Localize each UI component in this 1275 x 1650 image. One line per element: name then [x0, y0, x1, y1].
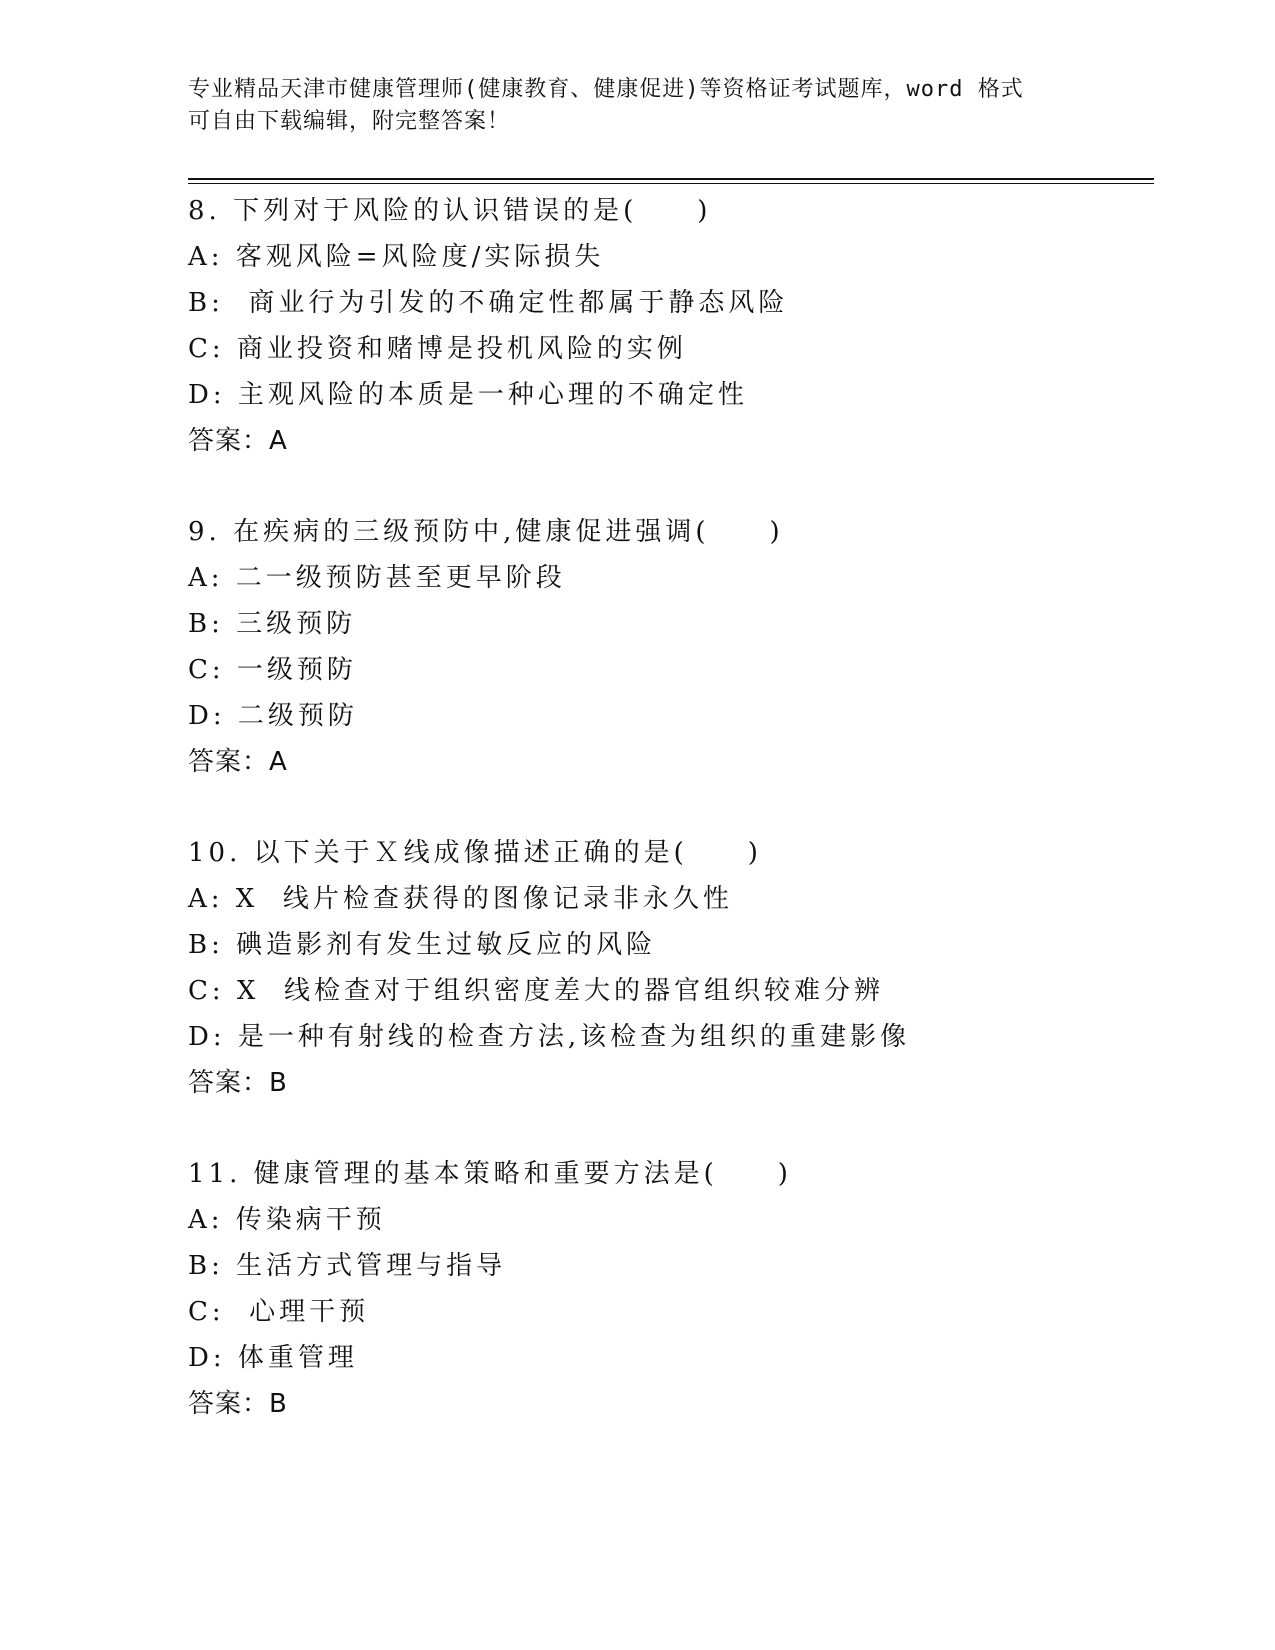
option-c: C: X 线检查对于组织密度差大的器官组织较难分辨: [188, 976, 884, 1006]
option-b: B: 商业行为引发的不确定性都属于静态风险: [188, 288, 789, 318]
answer-label: 答案：A: [188, 426, 288, 456]
header-divider-thick: [188, 178, 1154, 180]
option-b: B: 生活方式管理与指导: [188, 1251, 507, 1281]
answer-label: 答案：B: [188, 1389, 288, 1419]
option-b: B: 三级预防: [188, 609, 357, 639]
header-divider-thin: [188, 183, 1154, 184]
option-d: D: 体重管理: [188, 1343, 358, 1373]
question-9: [188, 509, 1138, 785]
option-a: A: 传染病干预: [188, 1205, 386, 1235]
question-list: [188, 188, 1138, 1472]
question-stem: 11. 健康管理的基本策略和重要方法是( ): [188, 1159, 792, 1189]
answer-label: 答案：B: [188, 1068, 288, 1098]
header-line-2: 可自由下载编辑，附完整答案！: [188, 109, 511, 134]
option-a: A: X 线片检查获得的图像记录非永久性: [188, 884, 733, 914]
answer-label: 答案：A: [188, 747, 288, 777]
question-stem: 9. 在疾病的三级预防中,健康促进强调( ): [188, 517, 784, 547]
option-c: C: 一级预防: [188, 655, 357, 685]
option-a: A: 二一级预防甚至更早阶段: [188, 563, 566, 593]
option-b: B: 碘造影剂有发生过敏反应的风险: [188, 930, 657, 960]
question-10: [188, 830, 1138, 1106]
question-stem: 10. 以下关于Ｘ线成像描述正确的是( ): [188, 838, 762, 868]
option-a: A: 客观风险=风险度/实际损失: [188, 242, 605, 272]
header-line-1: 专业精品天津市健康管理师(健康教育、健康促进)等资格证考试题库，word 格式: [188, 77, 1024, 102]
question-8: [188, 188, 1138, 464]
option-d: D: 是一种有射线的检查方法,该检查为组织的重建影像: [188, 1022, 911, 1052]
option-c: C: 商业投资和赌博是投机风险的实例: [188, 334, 687, 364]
option-c: C: 心理干预: [188, 1297, 370, 1327]
document-header: [188, 74, 1068, 138]
question-11: [188, 1151, 1138, 1427]
question-stem: 8. 下列对于风险的认识错误的是( ): [188, 196, 712, 226]
option-d: D: 主观风险的本质是一种心理的不确定性: [188, 380, 748, 410]
option-d: D: 二级预防: [188, 701, 358, 731]
